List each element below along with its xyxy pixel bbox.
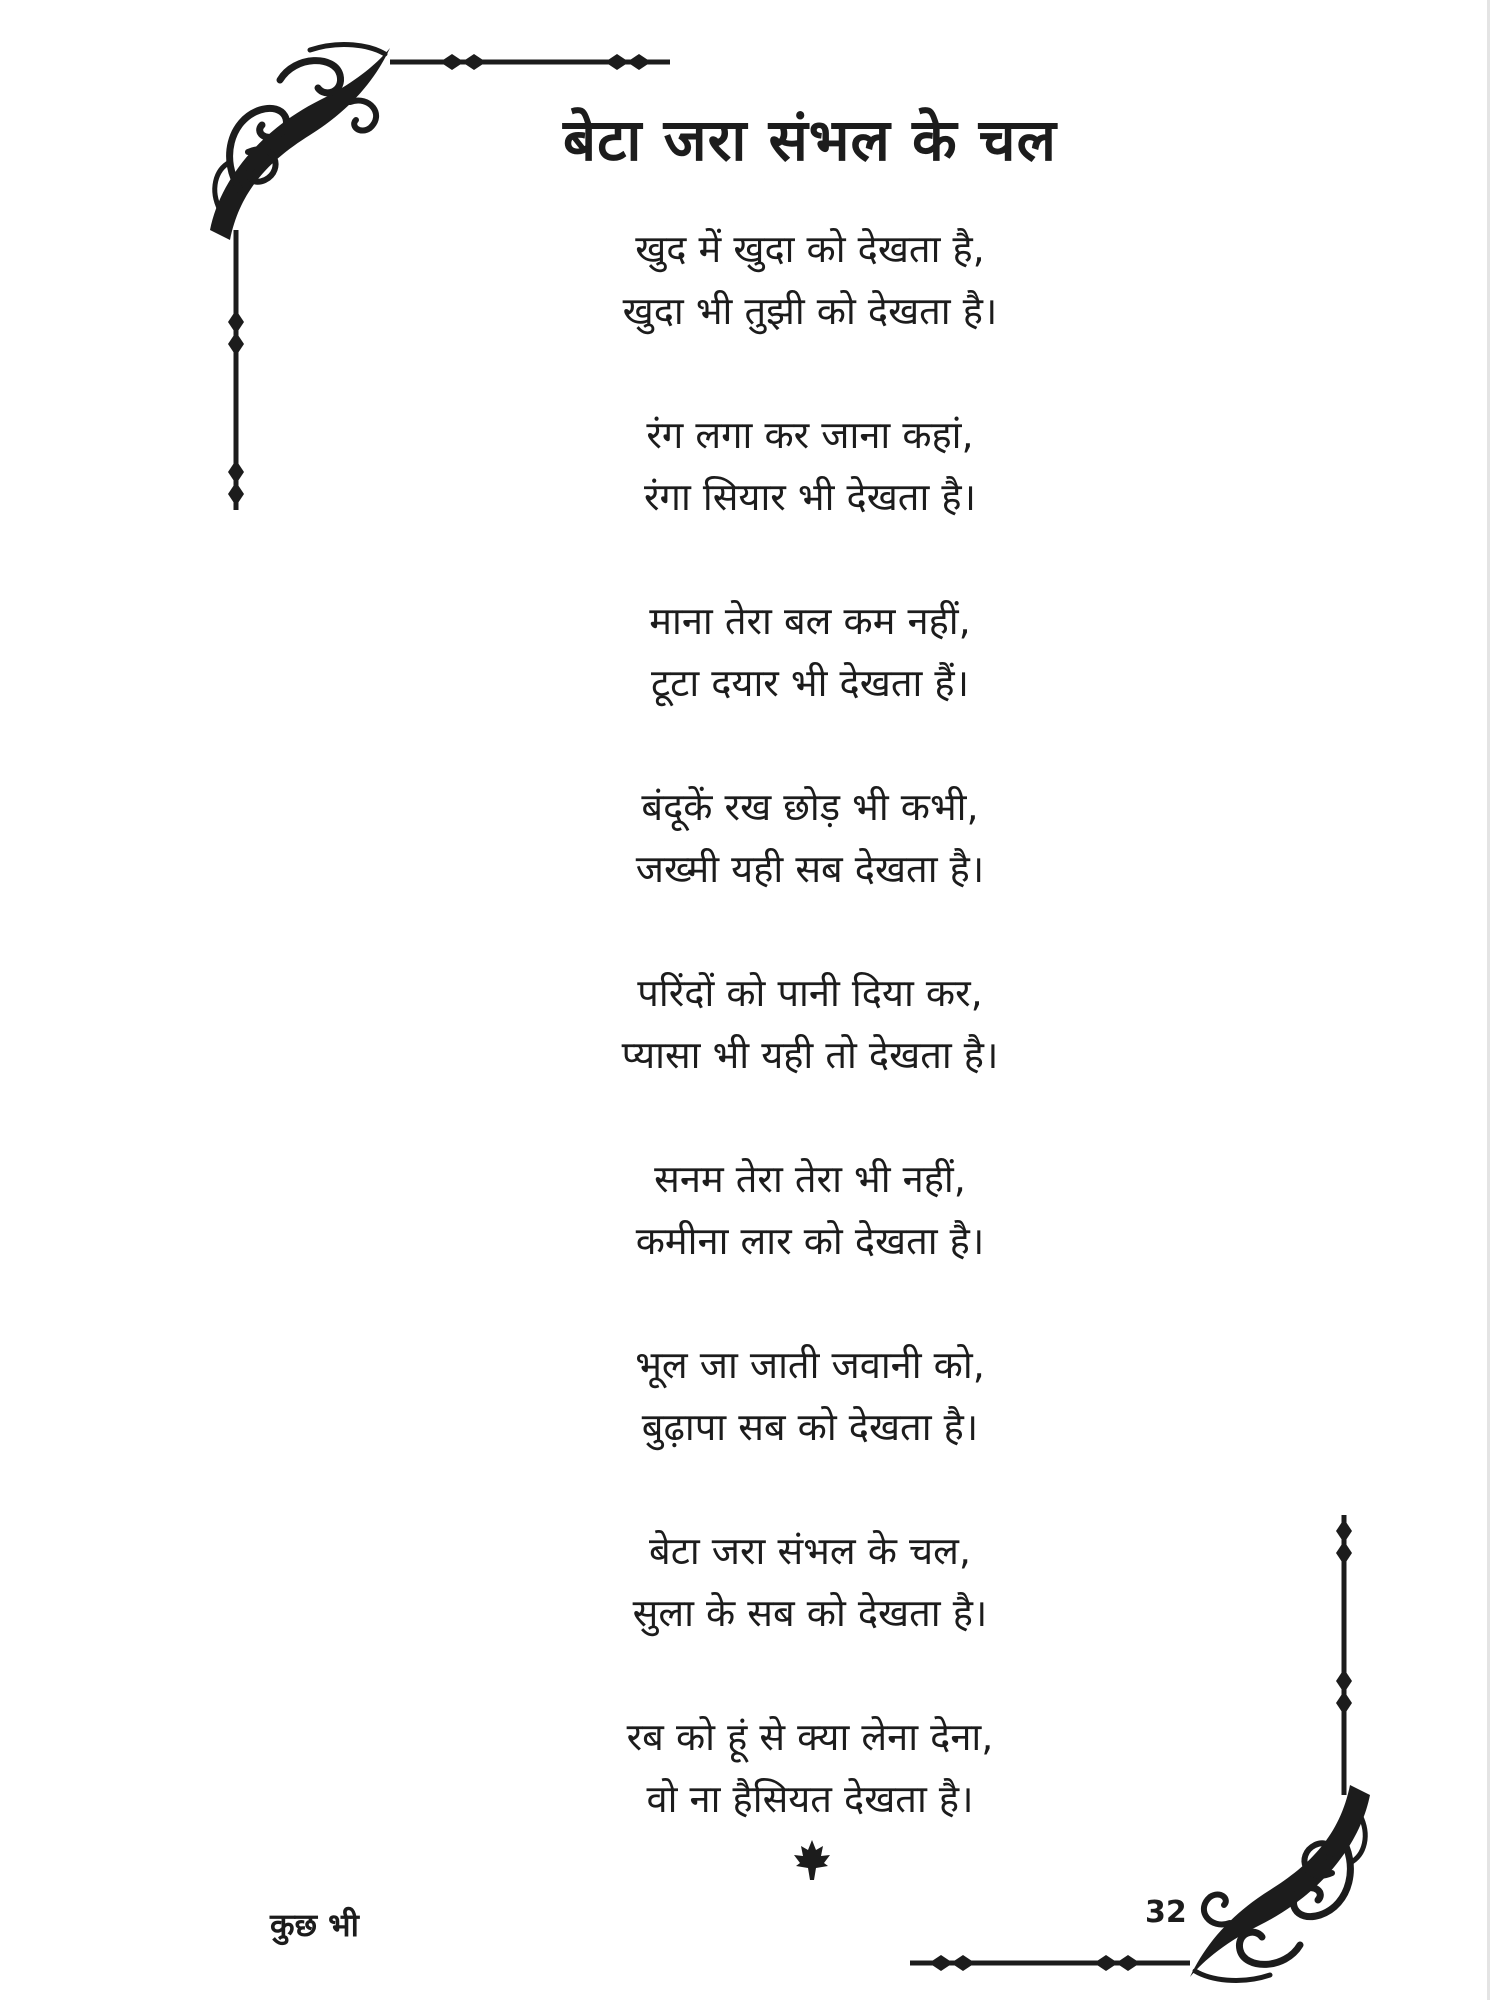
poem-line: वो ना हैसियत देखता है। [646,1777,974,1821]
page-edge [1487,0,1490,2000]
stanza [460,590,1160,714]
page-title: बेटा जरा संभल के चल [563,106,1057,174]
poem-line: खुदा भी तुझी को देखता है। [622,289,998,333]
stanza [460,776,1160,900]
book-title: कुछ भी [270,1906,359,1944]
poem-line: प्यासा भी यही तो देखता है। [621,1033,999,1077]
poem-line: टूटा दयार भी देखता हैं। [651,661,969,705]
poem-line: कमीना लार को देखता है। [635,1219,985,1263]
poem-line: सुला के सब को देखता है। [632,1591,988,1635]
poem-line: रंग लगा कर जाना कहां, [646,413,974,457]
stanza [460,962,1160,1086]
poem-line: परिंदों को पानी दिया कर, [637,971,983,1015]
poem-line: बंदूकें रख छोड़ भी कभी, [641,785,979,829]
page-number: 32 [1145,1895,1187,1930]
stanza [460,1148,1160,1272]
poem-line: बेटा जरा संभल के चल, [649,1529,971,1573]
poem-line: खुद में खुदा को देखता है, [635,227,985,271]
stanza [460,1334,1160,1458]
poem-line: सनम तेरा तेरा भी नहीं, [654,1157,966,1201]
poem-line: जख्मी यही सब देखता है। [635,847,985,891]
poem-line: माना तेरा बल कम नहीं, [649,599,971,643]
corner-flourish-icon [900,1505,1380,1985]
stanza [460,218,1160,342]
poem-line: रंगा सियार भी देखता है। [644,475,976,519]
poem-line: भूल जा जाती जवानी को, [635,1343,985,1387]
poem-line: बुढ़ापा सब को देखता है। [641,1405,979,1449]
stanza [460,404,1160,528]
poem-line: रब को हूं से क्या लेना देना, [626,1715,994,1759]
leaf-icon [790,1838,834,1882]
